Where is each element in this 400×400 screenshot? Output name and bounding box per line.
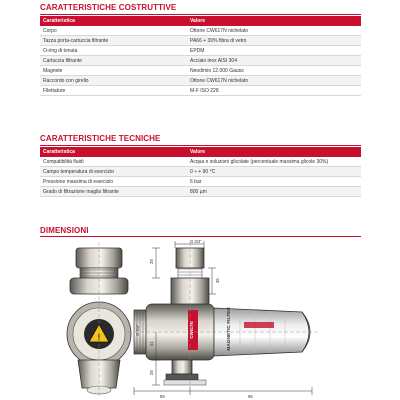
- dim-side-label: G 3/4": [135, 324, 140, 336]
- header-caratteristica: Caratteristica: [40, 147, 187, 157]
- tecniche-table: [40, 147, 361, 197]
- cell-valore: 6 bar: [187, 177, 361, 187]
- table-row: [40, 46, 361, 56]
- cell-caratteristica: Magnete: [40, 66, 187, 76]
- table-row: [40, 177, 361, 187]
- section-title-tecniche: CARATTERISTICHE TECNICHE: [40, 134, 161, 143]
- cell-valore: Ottone CW617N nichelato: [187, 26, 361, 36]
- section-title-costruttive: CARATTERISTICHE COSTRUTTIVE: [40, 3, 177, 12]
- front-view-drawing: [67, 242, 131, 396]
- side-view-drawing: [128, 239, 320, 399]
- table-row: [40, 56, 361, 66]
- cell-valore: Acciaio inox AISI 304: [187, 56, 361, 66]
- svg-text:!: !: [97, 333, 101, 342]
- header-valore: Valore: [187, 16, 361, 26]
- table-row: [40, 36, 361, 46]
- cell-caratteristica: Compatibilità fluidi: [40, 157, 187, 167]
- table-row: [40, 86, 361, 96]
- table-row: [40, 66, 361, 76]
- dimension-drawings: [40, 238, 370, 400]
- brand-label-red: CW617N: [189, 321, 194, 339]
- cell-valore: EPDM: [187, 46, 361, 56]
- table-header-row: [40, 147, 361, 157]
- dim-h2-label: 95: [248, 394, 253, 399]
- cell-caratteristica: Grado di filtrazione maglia filtrante: [40, 187, 187, 197]
- section-title-dimensioni: DIMENSIONI: [40, 226, 89, 235]
- cell-valore: Acqua e soluzioni glicolate (percentuale massima glicole 30%): [187, 157, 361, 167]
- cell-caratteristica: Campo temperatura di esercizio: [40, 167, 187, 177]
- cell-valore: Neodimio 12.000 Gauss: [187, 66, 361, 76]
- table-header-row: [40, 16, 361, 26]
- cell-caratteristica: Pressione massima di esercizio: [40, 177, 187, 187]
- section-divider: [40, 236, 361, 237]
- cell-caratteristica: Cartuccia filtrante: [40, 56, 187, 66]
- cell-caratteristica: Tazza porta-cartuccia filtrante: [40, 36, 187, 46]
- table-row: [40, 157, 361, 167]
- dim-h1-label: 59: [160, 394, 165, 399]
- section-divider: [40, 145, 361, 146]
- cell-valore: 800 µm: [187, 187, 361, 197]
- cell-valore: 0 ÷ + 90 °C: [187, 167, 361, 177]
- table-row: [40, 76, 361, 86]
- table-row: [40, 26, 361, 36]
- cell-caratteristica: Filettature: [40, 86, 187, 96]
- brand-label: MAGNETIC FILTER: [227, 307, 232, 351]
- cell-caratteristica: Raccordo con girello: [40, 76, 187, 86]
- costruttive-table: [40, 16, 361, 96]
- header-caratteristica: Caratteristica: [40, 16, 187, 26]
- dim-v2-label: 35: [215, 278, 220, 283]
- cell-valore: M-F ISO 228: [187, 86, 361, 96]
- dim-v1-label: 28: [149, 259, 154, 264]
- cell-valore: PA66 + 30% fibra di vetro: [187, 36, 361, 46]
- cell-valore: Ottone CW617N nichelato: [187, 76, 361, 86]
- table-row: [40, 187, 361, 197]
- cell-caratteristica: Corpo: [40, 26, 187, 36]
- dim-v4-label: 28: [149, 370, 154, 375]
- dim-v3-label: 41: [149, 341, 154, 346]
- table-row: [40, 167, 361, 177]
- section-divider: [40, 14, 361, 15]
- header-valore: Valore: [187, 147, 361, 157]
- dim-top-label: G 3/4": [190, 239, 202, 244]
- cell-caratteristica: O-ring di tenuta: [40, 46, 187, 56]
